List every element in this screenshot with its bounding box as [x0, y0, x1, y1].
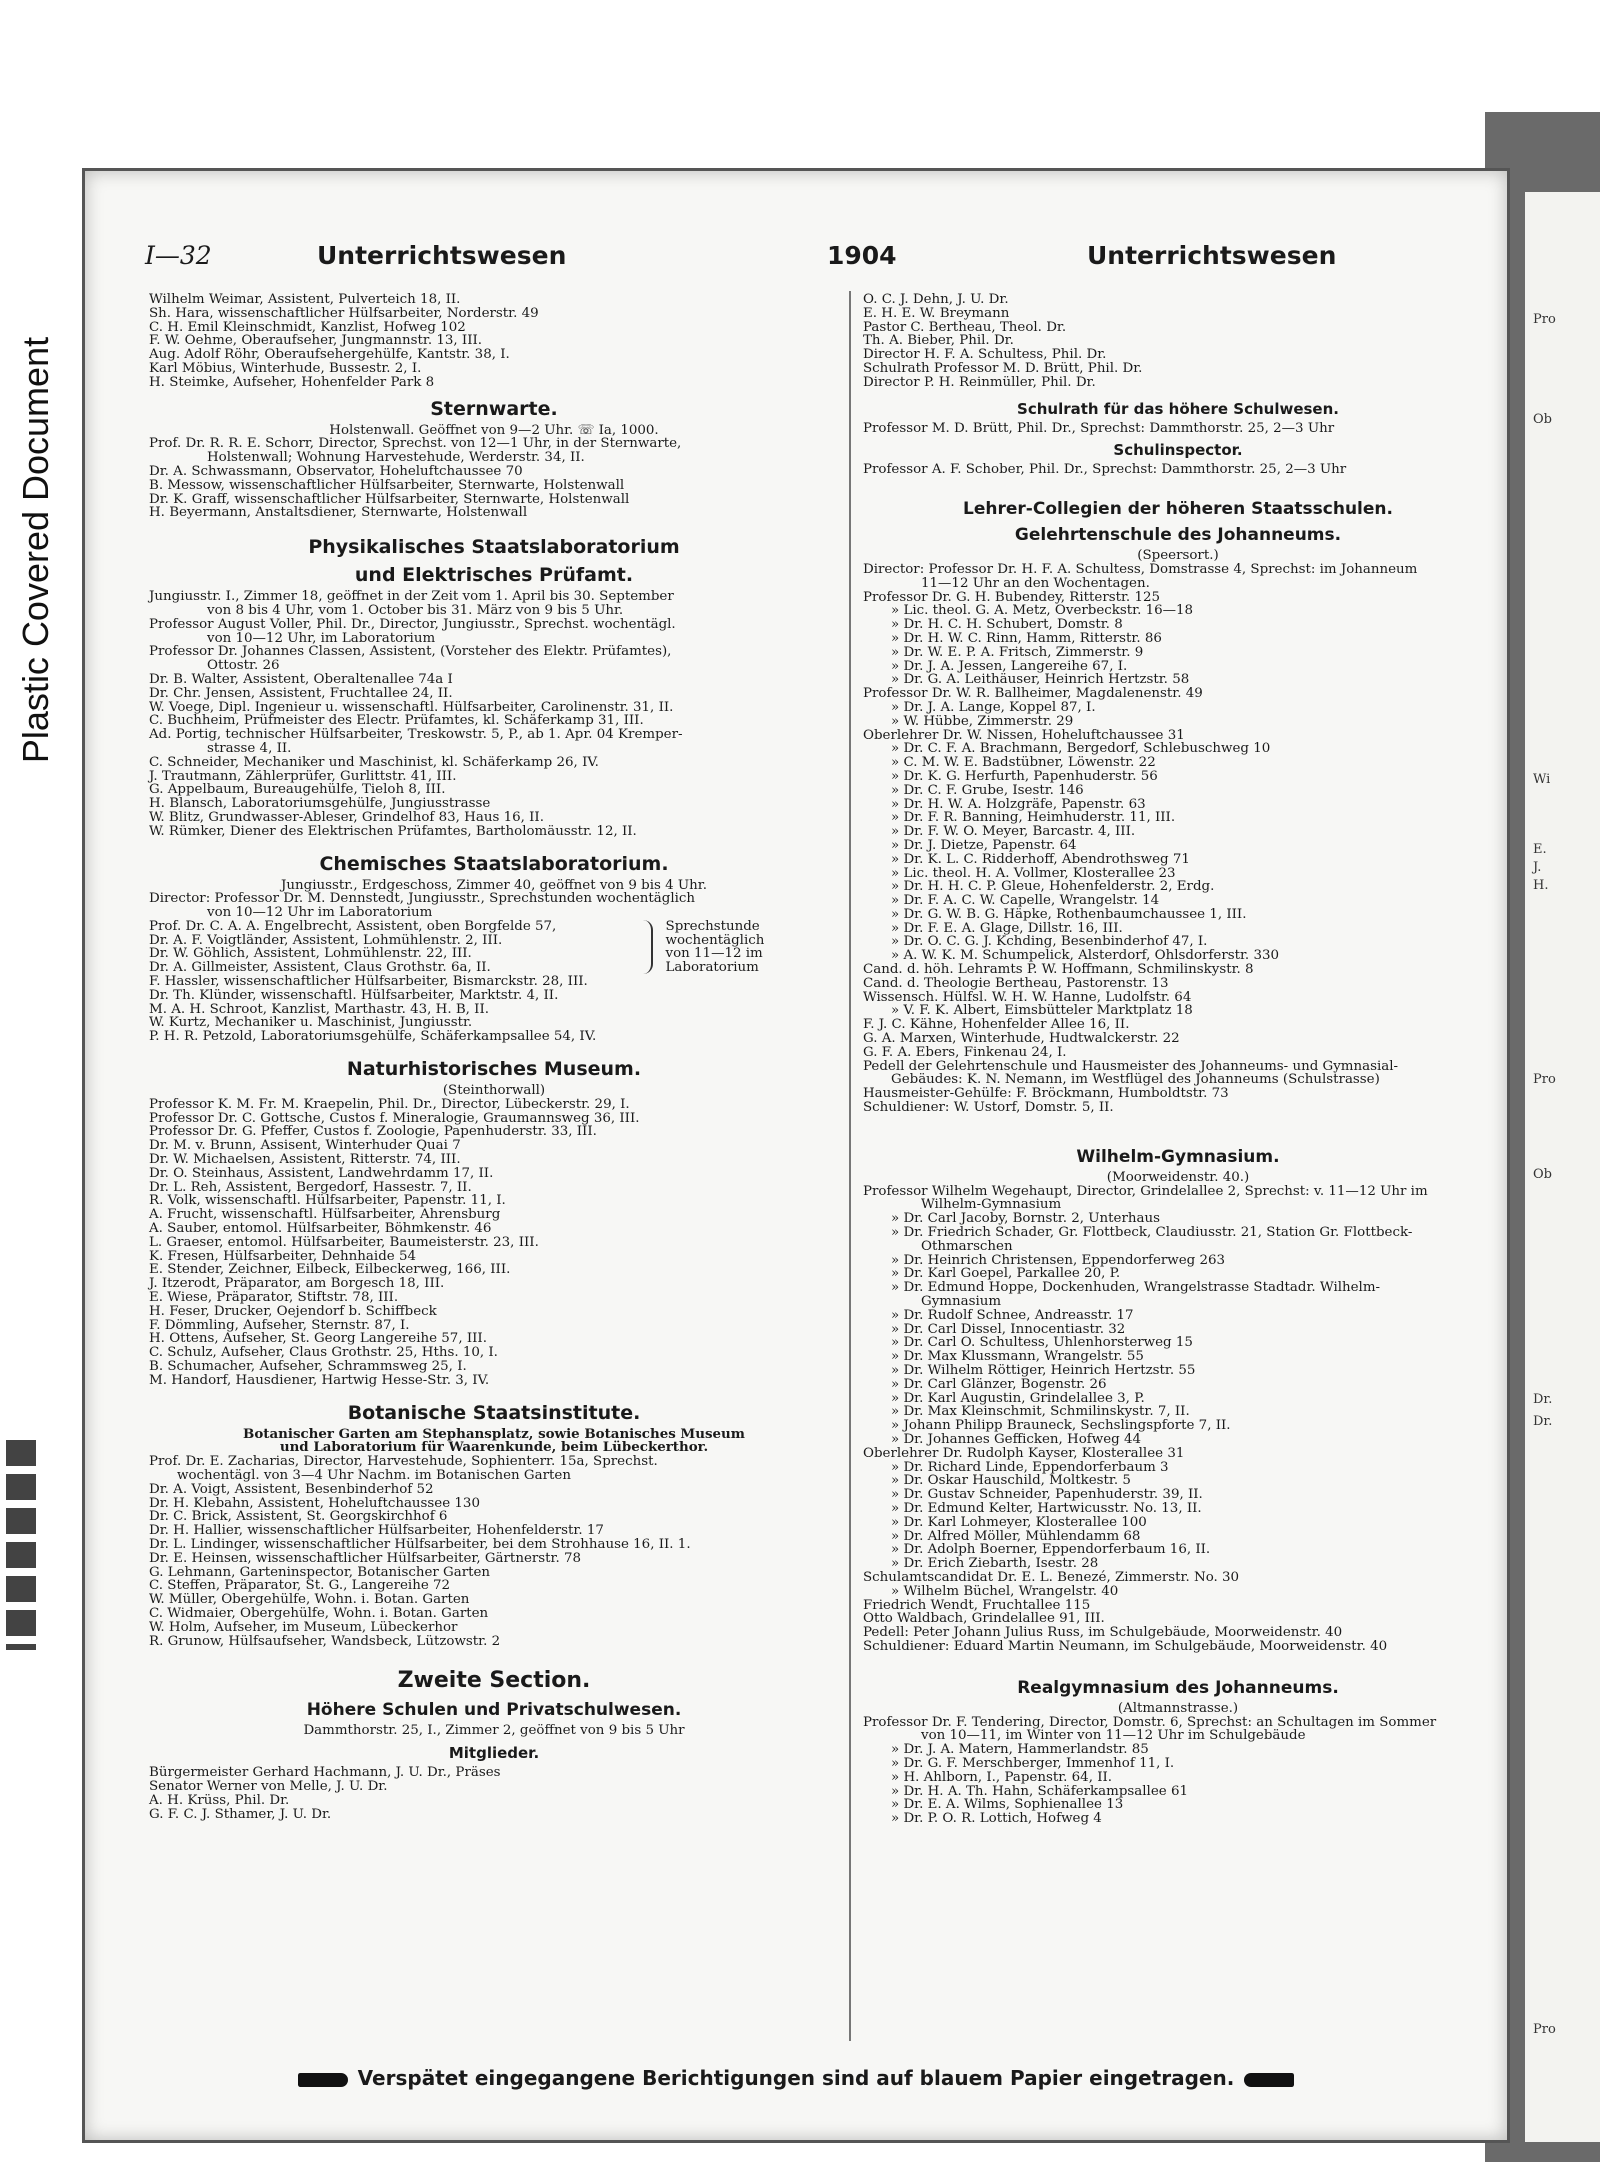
text-line: Dr. W. Göhlich, Assistent, Lohmühlenstr. 22, III. [149, 946, 472, 962]
text-line: » Wilhelm Büchel, Wrangelstr. 40 [891, 1583, 1119, 1599]
section-title-zweite: Zweite Section. [397, 1668, 591, 1694]
text-line: Sh. Hara, wissenschaftlicher Hülfsarbeiter, Norderstr. 49 [149, 305, 539, 321]
section-title-wilhelm: Wilhelm-Gymnasium. [1076, 1146, 1280, 1167]
adjacent-page-fragment: Pro [1533, 1072, 1556, 1087]
text-line: Dr. E. Heinsen, wissenschaftlicher Hülfsarbeiter, Gärtnerstr. 78 [149, 1550, 582, 1566]
adjacent-page-fragment: J. [1533, 860, 1542, 875]
text-line: Hausmeister-Gehülfe: F. Bröckmann, Humboldtstr. 73 [863, 1086, 1229, 1102]
text-line: wochentägl. von 3—4 Uhr Nachm. im Botanischen Garten [177, 1467, 571, 1483]
text-line: G. Lehmann, Garteninspector, Botanischer Garten [149, 1564, 491, 1580]
text-line: Dr. A. Voigt, Assistent, Besenbinderhof 52 [149, 1481, 434, 1497]
text-line: » Dr. P. O. R. Lottich, Hofweg 4 [891, 1811, 1102, 1827]
text-line: Pastor C. Bertheau, Theol. Dr. [863, 319, 1067, 335]
text-line: H. Feser, Drucker, Oejendorf b. Schiffbeck [149, 1303, 437, 1319]
text-line: W. Voege, Dipl. Ingenieur u. wissenschaftl. Hülfsarbeiter, Carolinenstr. 31, II. [149, 699, 674, 715]
adjacent-page-fragment: E. [1533, 842, 1547, 857]
text-line: Dr. B. Walter, Assistent, Oberaltenallee 74a I [149, 671, 453, 687]
text-line: » Dr. F. E. A. Glage, Dillstr. 16, III. [891, 920, 1123, 936]
text-line: » Dr. C. F. Grube, Isestr. 146 [891, 782, 1084, 798]
text-line: Jungiusstr. I., Zimmer 18, geöffnet in der Zeit vom 1. April bis 30. September [149, 589, 674, 605]
text-line: » Dr. Johannes Gefficken, Hofweg 44 [891, 1431, 1142, 1447]
text-line: F. Dömmling, Aufseher, Sternstr. 87, I. [149, 1317, 410, 1333]
section-title-hoehere: Höhere Schulen und Privatschulwesen. [306, 1700, 682, 1721]
section-title-natur: Naturhistorisches Museum. [346, 1058, 642, 1081]
text-line: wochentäglich [665, 932, 765, 948]
text-line: » Dr. Max Klussmann, Wrangelstr. 55 [891, 1349, 1144, 1365]
text-line: » Dr. Edmund Kelter, Hartwicusstr. No. 13, II. [891, 1500, 1202, 1516]
text-line: A. Frucht, wissenschaftl. Hülfsarbeiter, Ahrensburg [149, 1207, 501, 1223]
section-subtitle: Holstenwall. Geöffnet von 9—2 Uhr. ☏ Ia, 1000. [329, 422, 659, 438]
text-line: C. H. Emil Kleinschmidt, Kanzlist, Hofweg 102 [149, 319, 466, 335]
text-line: Schuldiener: W. Ustorf, Domstr. 5, II. [863, 1100, 1114, 1116]
text-line: C. Steffen, Präparator, St. G., Langereihe 72 [149, 1578, 451, 1594]
page-footer [85, 2066, 1507, 2090]
text-line: » C. M. W. E. Badstübner, Löwenstr. 22 [891, 755, 1156, 771]
text-line: » Dr. F. R. Banning, Heimhuderstr. 11, III. [891, 810, 1176, 826]
text-line: » Dr. G. W. B. G. Häpke, Rothenbaumchaussee 1, III. [891, 906, 1247, 922]
bracket-group [149, 920, 839, 975]
text-line: Dr. H. Klebahn, Assistent, Hoheluftchaussee 130 [149, 1495, 480, 1511]
text-line: M. A. H. Schroot, Kanzlist, Marthastr. 43, H. B, II. [149, 1001, 490, 1017]
text-line: Wilhelm Weimar, Assistent, Pulverteich 18, II. [149, 292, 461, 307]
section-title-schulinspector: Schulinspector. [1113, 441, 1243, 460]
text-line: Wissensch. Hülfsl. W. H. W. Hanne, Ludolfstr. 64 [863, 989, 1192, 1005]
text-line: » Dr. Carl Jacoby, Bornstr. 2, Unterhaus [891, 1211, 1160, 1227]
text-line: Director P. H. Reinmüller, Phil. Dr. [863, 374, 1096, 390]
text-line: von 11—12 im [665, 946, 763, 962]
text-line: » Dr. Alfred Möller, Mühlendamm 68 [891, 1528, 1141, 1544]
text-line: » Dr. Richard Linde, Eppendorferbaum 3 [891, 1459, 1169, 1475]
adjacent-page-strip [1525, 192, 1600, 2142]
text-line: » Lic. theol. G. A. Metz, Overbeckstr. 16—18 [891, 603, 1194, 619]
text-line: » Dr. Friedrich Schader, Gr. Flottbeck, Claudiusstr. 21, Station Gr. Flottbeck- [891, 1225, 1413, 1241]
text-line: » Dr. H. H. C. P. Gleue, Hohenfelderstr. 2, Erdg. [891, 879, 1215, 895]
side-stamp-mark [6, 1440, 36, 1650]
text-line: Dr. C. Brick, Assistent, St. Georgskirchhof 6 [149, 1509, 448, 1525]
text-line: Dr. Chr. Jensen, Assistent, Fruchtallee 24, II. [149, 685, 453, 701]
text-line: strasse 4, II. [207, 740, 292, 756]
text-line: Dr. W. Michaelsen, Assistent, Ritterstr. 74, III. [149, 1152, 461, 1168]
text-line: B. Messow, wissenschaftlicher Hülfsarbeiter, Sternwarte, Holstenwall [149, 477, 625, 493]
text-line: » Dr. O. C. G. J. Kchding, Besenbinderhof 47, I. [891, 934, 1208, 950]
text-line: H. Blansch, Laboratoriumsgehülfe, Jungiusstrasse [149, 796, 491, 812]
section-title-sternwarte: Sternwarte. [430, 397, 558, 420]
text-line: Schulamtscandidat Dr. E. L. Benezé, Zimmerstr. No. 30 [863, 1569, 1240, 1585]
text-line: Professor K. M. Fr. M. Kraepelin, Phil. Dr., Director, Lübeckerstr. 29, I. [149, 1096, 630, 1112]
pointing-hand-left-icon [298, 2073, 348, 2087]
text-line: Otto Waldbach, Grindelallee 91, III. [863, 1611, 1105, 1627]
text-line: Gebäudes: K. N. Nemann, im Westflügel des Johanneums (Schulstrasse) [891, 1072, 1380, 1088]
text-line: C. Schneider, Mechaniker und Maschinist, kl. Schäferkamp 26, IV. [149, 754, 599, 770]
text-line: » Dr. C. F. A. Brachmann, Bergedorf, Schlebuschweg 10 [891, 741, 1271, 757]
section-title-physik-2: und Elektrisches Prüfamt. [354, 564, 634, 587]
text-line: Dr. K. Graff, wissenschaftlicher Hülfsarbeiter, Sternwarte, Holstenwall [149, 491, 630, 507]
column-divider [849, 291, 851, 2041]
text-line: » Dr. Wilhelm Röttiger, Heinrich Hertzstr. 55 [891, 1363, 1196, 1378]
text-line: Dr. O. Steinhaus, Assistent, Landwehrdamm 17, II. [149, 1165, 494, 1181]
text-line: G. A. Marxen, Winterhude, Hudtwalckerstr. 22 [863, 1031, 1180, 1047]
adjacent-page-fragment: Ob [1533, 412, 1552, 427]
text-line: L. Graeser, entomol. Hülfsarbeiter, Baumeisterstr. 23, III. [149, 1234, 539, 1250]
text-line: E. Wiese, Präparator, Stiftstr. 78, III. [149, 1290, 399, 1306]
text-line: Holstenwall; Wohnung Harvestehude, Werderstr. 34, II. [207, 450, 585, 466]
header-year: 1904 [827, 241, 897, 270]
text-line: Dr. L. Reh, Assistent, Bergedorf, Hassestr. 7, II. [149, 1179, 472, 1195]
text-line: R. Volk, wissenschaftl. Hülfsarbeiter, Papenstr. 11, I. [149, 1193, 506, 1209]
text-line: Prof. Dr. E. Zacharias, Director, Harvestehude, Sophienterr. 15a, Sprechst. [149, 1454, 658, 1470]
page-number: I—32 [145, 241, 212, 270]
text-line: » Dr. Carl O. Schultess, Uhlenhorsterweg 15 [891, 1335, 1193, 1351]
text-line: W. Müller, Obergehülfe, Wohn. i. Botan. Garten [149, 1592, 470, 1608]
section-subtitle: (Moorweidenstr. 40.) [1106, 1169, 1250, 1185]
text-line: Aug. Adolf Röhr, Oberaufsehergehülfe, Kantstr. 38, I. [149, 347, 510, 363]
text-line: » Dr. J. Dietze, Papenstr. 64 [891, 837, 1077, 853]
text-line: » Dr. J. A. Lange, Koppel 87, I. [891, 699, 1096, 715]
section-title-schulrath: Schulrath für das höhere Schulwesen. [1017, 399, 1339, 418]
text-line: Bürgermeister Gerhard Hachmann, J. U. Dr., Präses [149, 1765, 501, 1781]
text-line: » Dr. F. A. C. W. Capelle, Wrangelstr. 14 [891, 893, 1160, 909]
adjacent-page-fragment: H. [1533, 878, 1549, 893]
text-line: » Dr. Rudolf Schnee, Andreasstr. 17 [891, 1307, 1134, 1323]
text-line: 11—12 Uhr an den Wochentagen. [921, 575, 1150, 591]
text-line: » Dr. F. W. O. Meyer, Barcastr. 4, III. [891, 824, 1136, 840]
text-line: Professor Wilhelm Wegehaupt, Director, Grindelallee 2, Sprechst: v. 11—12 Uhr im [863, 1183, 1428, 1199]
text-line: Oberlehrer Dr. W. Nissen, Hoheluftchaussee 31 [863, 727, 1185, 743]
section-title-chemie: Chemisches Staatslaboratorium. [319, 852, 669, 875]
curly-bracket [633, 920, 653, 974]
text-line: » Johann Philipp Brauneck, Sechslingspforte 7, II. [891, 1418, 1231, 1434]
text-line: Professor Dr. W. R. Ballheimer, Magdalenenstr. 49 [863, 686, 1203, 702]
text-line: » Dr. K. G. Herfurth, Papenhuderstr. 56 [891, 768, 1158, 784]
text-line: Karl Möbius, Winterhude, Bussestr. 2, I. [149, 360, 422, 376]
text-line: A. H. Krüss, Phil. Dr. [149, 1792, 290, 1808]
text-line: Pedell: Peter Johann Julius Russ, im Schulgebäude, Moorweidenstr. 40 [863, 1625, 1343, 1641]
adjacent-page-fragment: Pro [1533, 312, 1556, 327]
header-left-title: Unterrichtswesen [317, 241, 567, 270]
section-title-lehrer: Lehrer-Collegien der höheren Staatsschulen. [963, 499, 1393, 520]
text-line: O. C. J. Dehn, J. U. Dr. [863, 292, 1009, 307]
section-subtitle: (Speersort.) [1137, 548, 1219, 564]
section-title-botanik: Botanische Staatsinstitute. [347, 1401, 641, 1424]
page-header [85, 241, 1507, 281]
text-line: » V. F. K. Albert, Eimsbütteler Marktplatz 18 [891, 1003, 1193, 1019]
text-line: H. Steimke, Aufseher, Hohenfelder Park 8 [149, 374, 435, 390]
text-line: Ad. Portig, technischer Hülfsarbeiter, Treskowstr. 5, P., ab 1. Apr. 04 Kremper- [149, 727, 683, 743]
text-line: F. Hassler, wissenschaftlicher Hülfsarbeiter, Bismarckstr. 28, III. [149, 974, 588, 990]
text-line: » Dr. E. A. Wilms, Sophienallee 13 [891, 1797, 1124, 1813]
text-line: Professor A. F. Schober, Phil. Dr., Sprechst: Dammthorstr. 25, 2—3 Uhr [863, 462, 1347, 478]
right-column [863, 293, 1493, 1826]
adjacent-page-fragment: Wi [1533, 772, 1551, 787]
text-line: » Dr. Oskar Hauschild, Moltkestr. 5 [891, 1473, 1131, 1489]
text-line: Oberlehrer Dr. Rudolph Kayser, Klosterallee 31 [863, 1445, 1185, 1461]
left-column [149, 293, 839, 1821]
text-line: W. Holm, Aufseher, im Museum, Lübeckerhor [149, 1619, 458, 1635]
text-line: Prof. Dr. C. A. A. Engelbrecht, Assistent, oben Borgfelde 57, [149, 918, 557, 934]
section-subtitle: Dammthorstr. 25, I., Zimmer 2, geöffnet von 9 bis 5 Uhr [303, 1723, 685, 1739]
text-line: » Dr. Erich Ziebarth, Isestr. 28 [891, 1556, 1099, 1572]
pointing-hand-right-icon [1244, 2073, 1294, 2087]
text-line: von 10—12 Uhr, im Laboratorium [207, 630, 436, 646]
text-line: Dr. Th. Klünder, wissenschaftl. Hülfsarbeiter, Marktstr. 4, II. [149, 987, 559, 1003]
text-line: Ottostr. 26 [207, 658, 280, 674]
header-right-title: Unterrichtswesen [1087, 241, 1337, 270]
adjacent-page-fragment: Dr. [1533, 1414, 1553, 1429]
bracket-note [666, 920, 765, 975]
text-line: » Dr. J. A. Jessen, Langereihe 67, I. [891, 658, 1128, 674]
text-line: A. Sauber, entomol. Hülfsarbeiter, Böhmkenstr. 46 [149, 1221, 492, 1237]
text-line: » Dr. G. A. Leithäuser, Heinrich Hertzstr. 58 [891, 672, 1190, 688]
text-line: K. Fresen, Hülfsarbeiter, Dehnhaide 54 [149, 1248, 416, 1264]
text-line: von 10—12 Uhr im Laboratorium [207, 905, 433, 921]
text-line: Professor August Voller, Phil. Dr., Director, Jungiusstr., Sprechst. wochentägl. [149, 616, 676, 632]
text-line: » Dr. G. F. Merschberger, Immenhof 11, I. [891, 1755, 1175, 1771]
text-line: Th. A. Bieber, Phil. Dr. [863, 333, 1014, 349]
text-line: Dr. A. Schwassmann, Observator, Hoheluftchaussee 70 [149, 463, 523, 479]
text-line: » A. W. K. M. Schumpelick, Alsterdorf, Ohlsdorferstr. 330 [891, 948, 1279, 964]
text-line: C. Buchheim, Prüfmeister des Electr. Prüfamtes, kl. Schäferkamp 31, III. [149, 713, 644, 729]
text-line: C. Widmaier, Obergehülfe, Wohn. i. Botan. Garten [149, 1605, 489, 1621]
text-line: » Dr. Carl Dissel, Innocentiastr. 32 [891, 1321, 1126, 1337]
text-line: J. Trautmann, Zählerprüfer, Gurlittstr. 41, III. [149, 768, 457, 784]
text-line: » W. Hübbe, Zimmerstr. 29 [891, 713, 1074, 729]
text-line: » Dr. K. L. C. Ridderhoff, Abendrothsweg 71 [891, 851, 1190, 867]
adjacent-page-fragment: Pro [1533, 2022, 1556, 2037]
text-line: J. Itzerodt, Präparator, am Borgesch 18, III. [149, 1276, 445, 1292]
adjacent-page-fragment: Ob [1533, 1167, 1552, 1182]
text-line: Friedrich Wendt, Fruchtallee 115 [863, 1597, 1091, 1613]
text-line: E. H. E. W. Breymann [863, 305, 1010, 321]
text-line: H. Ottens, Aufseher, St. Georg Langereihe 57, III. [149, 1331, 487, 1347]
text-line: H. Beyermann, Anstaltsdiener, Sternwarte, Holstenwall [149, 505, 528, 521]
text-line: » Dr. H. W. A. Holzgräfe, Papenstr. 63 [891, 796, 1146, 812]
text-line: Cand. d. Theologie Bertheau, Pastorenstr. 13 [863, 975, 1169, 991]
text-line: » Dr. Edmund Hoppe, Dockenhuden, Wrangelstrasse Stadtadr. Wilhelm- [891, 1280, 1381, 1296]
text-line: Dr. H. Hallier, wissenschaftlicher Hülfsarbeiter, Hohenfelderstr. 17 [149, 1523, 604, 1539]
text-line: Jungiusstr., Erdgeschoss, Zimmer 40, geöffnet von 9 bis 4 Uhr. [281, 877, 707, 893]
text-line: F. J. C. Kähne, Hohenfelder Allee 16, II. [863, 1017, 1130, 1033]
text-line: G. Appelbaum, Bureaugehülfe, Tieloh 8, III. [149, 782, 446, 798]
text-line: M. Handorf, Hausdiener, Hartwig Hesse-Str. 3, IV. [149, 1372, 490, 1388]
text-line: Sprechstunde [665, 918, 760, 934]
text-line: und Laboratorium für Waarenkunde, beim Lübeckerthor. [279, 1439, 709, 1456]
text-line: Dr. A. Gillmeister, Assistent, Claus Grothstr. 6a, II. [149, 960, 491, 976]
members-title: Mitglieder. [448, 1744, 540, 1763]
text-line: Director: Professor Dr. M. Dennstedt, Jungiusstr., Sprechstunden wochentäglich [149, 891, 696, 907]
text-line: » Dr. J. A. Matern, Hammerlandstr. 85 [891, 1742, 1149, 1758]
text-line: Professor Dr. F. Tendering, Director, Domstr. 6, Sprechst: an Schultagen im Sommer [863, 1714, 1437, 1730]
text-line: W. Kurtz, Mechaniker u. Maschinist, Jungiusstr. [149, 1015, 473, 1031]
text-line: Botanischer Garten am Stephansplatz, sowie Botanisches Museum [243, 1425, 745, 1442]
text-line: » Dr. H. W. C. Rinn, Hamm, Ritterstr. 86 [891, 630, 1162, 646]
text-line: » Dr. Max Kleinschmit, Schmilinskystr. 7, II. [891, 1404, 1190, 1420]
text-line: Director H. F. A. Schultess, Phil. Dr. [863, 347, 1107, 363]
section-title-physik: Physikalisches Staatslaboratorium [308, 536, 680, 559]
text-line: C. Schulz, Aufseher, Claus Grothstr. 25, Hths. 10, I. [149, 1345, 498, 1361]
text-line: Dr. M. v. Brunn, Assisent, Winterhuder Quai 7 [149, 1138, 461, 1154]
text-line: Laboratorium [665, 960, 759, 976]
text-line: Professor Dr. G. H. Bubendey, Ritterstr. 125 [863, 589, 1161, 605]
text-line: Schuldiener: Eduard Martin Neumann, im Schulgebäude, Moorweidenstr. 40 [863, 1638, 1388, 1654]
text-line: Dr. A. F. Voigtländer, Assistent, Lohmühlenstr. 2, III. [149, 932, 503, 948]
text-line: Director: Professor Dr. H. F. A. Schultess, Domstrasse 4, Sprechst: im Johanneum [863, 561, 1418, 577]
text-line: » Dr. Karl Augustin, Grindelallee 3, P. [891, 1390, 1145, 1406]
text-line: E. Stender, Zeichner, Eilbeck, Eilbeckerweg, 166, III. [149, 1262, 511, 1278]
text-line: » Dr. Karl Lohmeyer, Klosterallee 100 [891, 1514, 1147, 1530]
text-line: Professor Dr. G. Pfeffer, Custos f. Zoologie, Papenhuderstr. 33, III. [149, 1124, 597, 1140]
text-line: Schulrath Professor M. D. Brütt, Phil. Dr. [863, 360, 1143, 376]
text-line: von 8 bis 4 Uhr, vom 1. October bis 31. März von 9 bis 5 Uhr. [207, 602, 624, 618]
text-line: Gymnasium [921, 1294, 1002, 1310]
text-line: G. F. A. Ebers, Finkenau 24, I. [863, 1044, 1067, 1060]
text-line: Prof. Dr. R. R. E. Schorr, Director, Sprechst. von 12—1 Uhr, in der Sternwarte, [149, 436, 682, 452]
section-title-realgymnasium: Realgymnasium des Johanneums. [1017, 1677, 1339, 1698]
text-line: » Dr. Gustav Schneider, Papenhuderstr. 39, II. [891, 1487, 1203, 1503]
text-line: W. Rümker, Diener des Elektrischen Prüfamtes, Bartholomäusstr. 12, II. [149, 823, 637, 839]
text-line: Othmarschen [921, 1238, 1013, 1254]
text-line: » Dr. Adolph Boerner, Eppendorferbaum 16, II. [891, 1542, 1211, 1558]
text-line: P. H. R. Petzold, Laboratoriumsgehülfe, Schäferkampsallee 54, IV. [149, 1029, 597, 1045]
text-line: » Lic. theol. H. A. Vollmer, Klosterallee 23 [891, 865, 1176, 881]
section-subtitle: (Steinthorwall) [442, 1083, 546, 1099]
text-line: » Dr. H. A. Th. Hahn, Schäferkampsallee 61 [891, 1783, 1188, 1799]
side-tab-label: Plastic Covered Document [15, 336, 56, 764]
bracket-names [149, 920, 629, 975]
text-line: Professor Dr. C. Gottsche, Custos f. Mineralogie, Graumannsweg 36, III. [149, 1110, 640, 1126]
text-line: Dr. L. Lindinger, wissenschaftlicher Hülfsarbeiter, bei dem Strohhause 16, II. 1. [149, 1536, 691, 1552]
section-subtitle: (Altmannstrasse.) [1117, 1700, 1239, 1716]
document-page [82, 168, 1510, 2143]
text-line: von 10—11, im Winter von 11—12 Uhr im Schulgebäude [921, 1728, 1306, 1744]
text-line: R. Grunow, Hülfsaufseher, Wandsbeck, Lützowstr. 2 [149, 1633, 501, 1649]
section-title-johanneum: Gelehrtenschule des Johanneums. [1014, 525, 1342, 546]
text-line: F. W. Oehme, Oberaufseher, Jungmannstr. 13, III. [149, 333, 483, 349]
adjacent-page-fragment: Dr. [1533, 1392, 1553, 1407]
text-line: » H. Ahlborn, I., Papenstr. 64, II. [891, 1769, 1113, 1785]
text-line: » Dr. H. C. H. Schubert, Domstr. 8 [891, 617, 1123, 633]
text-line: Professor Dr. Johannes Classen, Assistent, (Vorsteher des Elektr. Prüfamtes), [149, 644, 672, 660]
text-line: Wilhelm-Gymnasium [921, 1197, 1062, 1213]
text-line: G. F. C. J. Sthamer, J. U. Dr. [149, 1806, 332, 1822]
text-line: Senator Werner von Melle, J. U. Dr. [149, 1778, 388, 1794]
text-line: » Dr. W. E. P. A. Fritsch, Zimmerstr. 9 [891, 644, 1144, 660]
footer-note: Verspätet eingegangene Berichtigungen sind auf blauem Papier eingetragen. [357, 2066, 1235, 2090]
text-line: » Dr. Karl Goepel, Parkallee 20, P. [891, 1266, 1121, 1282]
text-line: Professor M. D. Brütt, Phil. Dr., Sprechst: Dammthorstr. 25, 2—3 Uhr [863, 420, 1335, 436]
text-line: Pedell der Gelehrtenschule und Hausmeister des Johanneums- und Gymnasial- [863, 1058, 1399, 1074]
text-line: » Dr. Carl Glänzer, Bogenstr. 26 [891, 1376, 1107, 1392]
text-line: » Dr. Heinrich Christensen, Eppendorferweg 263 [891, 1252, 1226, 1268]
side-tab [0, 270, 72, 830]
text-line: W. Blitz, Grundwasser-Ableser, Grindelhof 83, Haus 16, II. [149, 809, 544, 825]
text-line: Cand. d. höh. Lehramts P. W. Hoffmann, Schmilinskystr. 8 [863, 962, 1254, 978]
text-line: B. Schumacher, Aufseher, Schrammsweg 25, I. [149, 1359, 467, 1374]
